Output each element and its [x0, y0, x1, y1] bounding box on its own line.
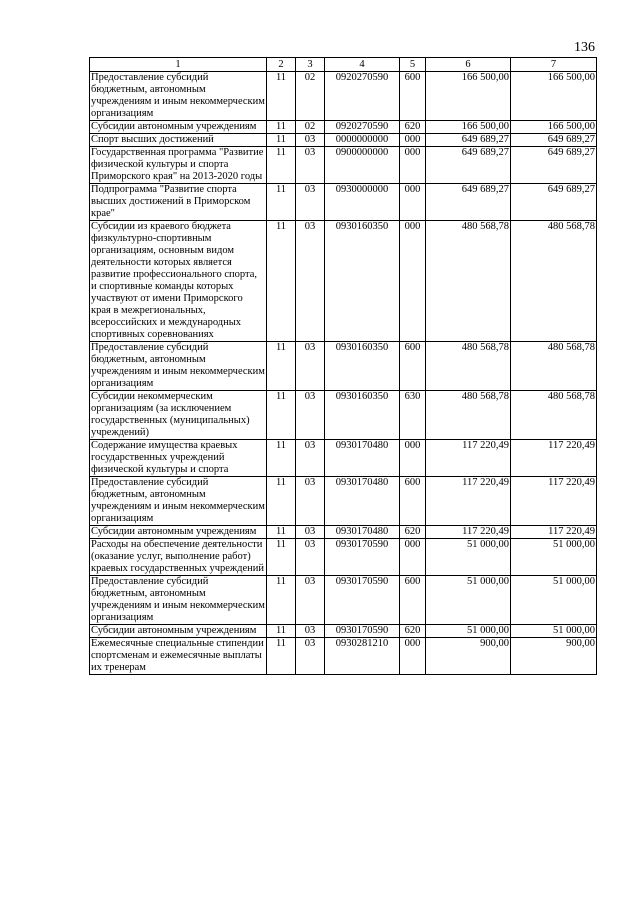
amount-col7: 480 568,78 — [511, 391, 597, 440]
section-code: 11 — [267, 134, 296, 147]
subsection-code: 03 — [296, 221, 325, 342]
section-code: 11 — [267, 184, 296, 221]
subsection-code: 03 — [296, 539, 325, 576]
expense-name: Субсидии автономным учреждениям — [90, 121, 267, 134]
section-code: 11 — [267, 72, 296, 121]
budget-table — [89, 57, 597, 675]
column-header-6: 6 — [426, 58, 511, 72]
subsection-code: 03 — [296, 342, 325, 391]
expense-type-code: 000 — [400, 221, 426, 342]
table-row — [90, 391, 597, 440]
expense-name: Подпрограмма "Развитие спорта высших достижений в Приморском крае" — [90, 184, 267, 221]
table-row — [90, 477, 597, 526]
subsection-code: 03 — [296, 440, 325, 477]
amount-col6: 51 000,00 — [426, 576, 511, 625]
expense-type-code: 000 — [400, 184, 426, 221]
expense-type-code: 000 — [400, 440, 426, 477]
expense-type-code: 600 — [400, 477, 426, 526]
expense-name: Ежемесячные специальные стипендии спортсменам и ежемесячные выплаты их тренерам — [90, 638, 267, 675]
subsection-code: 03 — [296, 625, 325, 638]
amount-col7: 51 000,00 — [511, 625, 597, 638]
amount-col6: 51 000,00 — [426, 539, 511, 576]
expense-type-code: 600 — [400, 72, 426, 121]
target-article-code: 0930160350 — [325, 391, 400, 440]
subsection-code: 03 — [296, 526, 325, 539]
table-row — [90, 342, 597, 391]
table-row — [90, 147, 597, 184]
expense-name: Содержание имущества краевых государственных учреждений физической культуры и спорта — [90, 440, 267, 477]
page-number: 136 — [574, 40, 595, 55]
section-code: 11 — [267, 576, 296, 625]
expense-type-code: 630 — [400, 391, 426, 440]
expense-type-code: 000 — [400, 147, 426, 184]
expense-name: Предоставление субсидий бюджетным, автономным учреждениям и иным некоммерческим организациям — [91, 72, 265, 119]
subsection-code: 03 — [296, 147, 325, 184]
section-code: 11 — [267, 342, 296, 391]
expense-name: Предоставление субсидий бюджетным, автономным учреждениям и иным некоммерческим организациям — [91, 342, 265, 389]
amount-col6: 166 500,00 — [426, 121, 511, 134]
amount-col6: 117 220,49 — [426, 526, 511, 539]
table-row — [90, 184, 597, 221]
column-header-5: 5 — [400, 58, 426, 72]
section-code: 11 — [267, 391, 296, 440]
subsection-code: 02 — [296, 121, 325, 134]
table-row — [90, 539, 597, 576]
amount-col6: 649 689,27 — [426, 147, 511, 184]
amount-col7: 900,00 — [511, 638, 597, 675]
amount-col7: 51 000,00 — [511, 576, 597, 625]
section-code: 11 — [267, 221, 296, 342]
expense-type-code: 620 — [400, 625, 426, 638]
table-row — [90, 625, 597, 638]
expense-name: Субсидии некоммерческим организациям (за исключением государственных (муниципальных) учреждений) — [90, 391, 267, 440]
expense-type-code: 000 — [400, 134, 426, 147]
amount-col6: 480 568,78 — [426, 391, 511, 440]
section-code: 11 — [267, 625, 296, 638]
target-article-code: 0930170480 — [325, 477, 400, 526]
subsection-code: 02 — [296, 72, 325, 121]
amount-col7: 117 220,49 — [511, 477, 597, 526]
target-article-code: 0930170590 — [325, 539, 400, 576]
amount-col6: 51 000,00 — [426, 625, 511, 638]
section-code: 11 — [267, 121, 296, 134]
target-article-code: 0930000000 — [325, 184, 400, 221]
section-code: 11 — [267, 440, 296, 477]
column-header-1: 1 — [90, 58, 267, 72]
subsection-code: 03 — [296, 134, 325, 147]
amount-col7: 166 500,00 — [511, 121, 597, 134]
subsection-code: 03 — [296, 638, 325, 675]
target-article-code: 0920270590 — [325, 121, 400, 134]
subsection-code: 03 — [296, 576, 325, 625]
section-code: 11 — [267, 638, 296, 675]
table-row — [90, 134, 597, 147]
expense-name: Предоставление субсидий бюджетным, автономным учреждениям и иным некоммерческим организациям — [91, 477, 265, 524]
amount-col6: 649 689,27 — [426, 134, 511, 147]
expense-name: Предоставление субсидий бюджетным, автономным учреждениям и иным некоммерческим организациям — [91, 576, 265, 623]
expense-type-code: 600 — [400, 342, 426, 391]
target-article-code: 0920270590 — [325, 72, 400, 121]
column-header-7: 7 — [511, 58, 597, 72]
section-code: 11 — [267, 147, 296, 184]
table-row — [90, 221, 597, 342]
amount-col6: 166 500,00 — [426, 72, 511, 121]
target-article-code: 0000000000 — [325, 134, 400, 147]
table-row — [90, 576, 597, 625]
section-code: 11 — [267, 539, 296, 576]
amount-col7: 117 220,49 — [511, 440, 597, 477]
target-article-code: 0930160350 — [325, 342, 400, 391]
amount-col7: 649 689,27 — [511, 184, 597, 221]
expense-name: Субсидии автономным учреждениям — [90, 625, 267, 638]
table-row — [90, 526, 597, 539]
expense-name: Субсидии автономным учреждениям — [90, 526, 267, 539]
column-header-4: 4 — [325, 58, 400, 72]
target-article-code: 0930170590 — [325, 625, 400, 638]
amount-col7: 649 689,27 — [511, 147, 597, 184]
table-row — [90, 121, 597, 134]
target-article-code: 0930160350 — [325, 221, 400, 342]
amount-col6: 900,00 — [426, 638, 511, 675]
section-code: 11 — [267, 526, 296, 539]
amount-col7: 480 568,78 — [511, 342, 597, 391]
amount-col7: 51 000,00 — [511, 539, 597, 576]
expense-type-code: 620 — [400, 121, 426, 134]
amount-col6: 117 220,49 — [426, 477, 511, 526]
amount-col6: 480 568,78 — [426, 221, 511, 342]
expense-type-code: 000 — [400, 638, 426, 675]
amount-col7: 117 220,49 — [511, 526, 597, 539]
target-article-code: 0900000000 — [325, 147, 400, 184]
expense-name: Спорт высших достижений — [90, 134, 267, 147]
target-article-code: 0930281210 — [325, 638, 400, 675]
amount-col7: 166 500,00 — [511, 72, 597, 121]
amount-col6: 649 689,27 — [426, 184, 511, 221]
amount-col6: 117 220,49 — [426, 440, 511, 477]
target-article-code: 0930170480 — [325, 440, 400, 477]
expense-name: Субсидии из краевого бюджета физкультурно-спортивным организациям, основным видом деятельности которых является развитие профессионального спорта, и спортивные команды которых участвуют от имени Приморского края в межрегиональных, всероссийских и международных спортивных соревнованиях — [90, 221, 267, 342]
table-row — [90, 638, 597, 675]
expense-type-code: 600 — [400, 576, 426, 625]
expense-name: Государственная программа "Развитие физической культуры и спорта Приморского края" на 2013-2020 годы — [90, 147, 267, 184]
expense-type-code: 620 — [400, 526, 426, 539]
amount-col7: 480 568,78 — [511, 221, 597, 342]
table-row — [90, 440, 597, 477]
column-header-3: 3 — [296, 58, 325, 72]
subsection-code: 03 — [296, 184, 325, 221]
table-row — [90, 72, 597, 121]
header-row — [90, 58, 597, 72]
expense-type-code: 000 — [400, 539, 426, 576]
target-article-code: 0930170590 — [325, 576, 400, 625]
amount-col6: 480 568,78 — [426, 342, 511, 391]
column-header-2: 2 — [267, 58, 296, 72]
section-code: 11 — [267, 477, 296, 526]
expense-name: Расходы на обеспечение деятельности (оказание услуг, выполнение работ) краевых государственных учреждений — [90, 539, 267, 576]
subsection-code: 03 — [296, 391, 325, 440]
amount-col7: 649 689,27 — [511, 134, 597, 147]
target-article-code: 0930170480 — [325, 526, 400, 539]
subsection-code: 03 — [296, 477, 325, 526]
